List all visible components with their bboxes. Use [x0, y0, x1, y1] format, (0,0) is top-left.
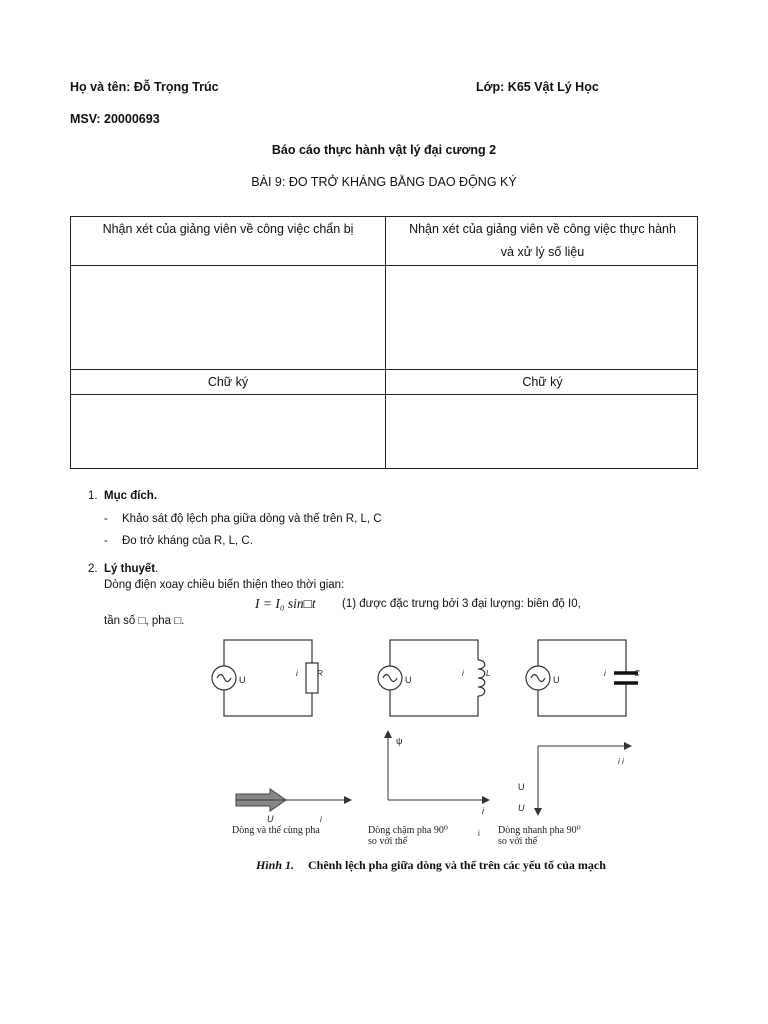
- section2-line1: Dòng điện xoay chiều biến thiên theo thời gian:: [104, 579, 345, 591]
- arrowhead-icon: [384, 730, 392, 738]
- section1-item-1: Khảo sát độ lệch pha giữa dòng và thế trên R, L, C: [122, 513, 382, 525]
- circuit-capacitor: [526, 640, 638, 716]
- circuit-l-current-label: i: [462, 669, 464, 678]
- arrowhead-icon: [344, 796, 352, 804]
- inductor-label: L: [486, 669, 491, 678]
- arrowhead-icon: [482, 796, 490, 804]
- section2-line3: tần số □, pha □.: [104, 615, 185, 627]
- phasor-lead-i-label: i i: [618, 757, 624, 766]
- phasor-lag-psi-label: ψ: [396, 736, 403, 746]
- class-name: Lớp: K65 Vật Lý Học: [476, 80, 599, 94]
- col2-header-line2: và xử lý số liệu: [500, 245, 585, 259]
- circuit-r-current-label: i: [296, 669, 298, 678]
- report-title: Báo cáo thực hành vật lý đại cương 2: [271, 143, 497, 157]
- figure-caption-prefix: Hình 1.: [256, 858, 295, 872]
- circuit-c-source-label: U: [553, 675, 560, 685]
- phasor-lead-u-label-1: U: [518, 782, 525, 792]
- lesson-title: BÀI 9: ĐO TRỞ KHÁNG BẰNG DAO ĐỘNG KÝ: [251, 175, 517, 189]
- circuit-r-source-label: U: [239, 675, 246, 685]
- arrowhead-icon: [624, 742, 632, 750]
- circuit-r-loop: [224, 640, 312, 716]
- signature-label-1: Chữ ký: [207, 375, 249, 389]
- resistor-icon: [306, 663, 318, 693]
- phasor-same-u-label: U: [267, 814, 274, 824]
- caption-lagging-line2: so với thế: [368, 836, 408, 847]
- section1-item-2: Đo trở kháng của R, L, C.: [122, 535, 253, 547]
- phasor-lag-i-label: i: [482, 806, 484, 816]
- resistor-label: R: [317, 669, 323, 678]
- circuit-resistor: [212, 640, 318, 716]
- circuit-c-current-label: i: [604, 669, 606, 678]
- circuit-inductor: [378, 640, 485, 716]
- section2-heading: [104, 563, 158, 575]
- phase-figure: [200, 628, 650, 876]
- caption-leading-line1: Dòng nhanh pha 90⁰: [498, 825, 581, 836]
- figure-caption: Chênh lệch pha giữa dòng và thế trên các yếu tố của mạch: [308, 858, 606, 872]
- table-divider-header: [71, 265, 697, 266]
- evaluation-table: [70, 216, 698, 469]
- signature-label-2: Chữ ký: [522, 375, 563, 389]
- arrowhead-icon: [534, 808, 542, 816]
- section1-title: Mục đích.: [104, 490, 158, 502]
- bullet-dash: -: [104, 535, 108, 547]
- section2-title: Lý thuyết: [104, 563, 156, 575]
- section2-number: 2.: [88, 563, 98, 575]
- capacitor-label: C: [634, 669, 640, 678]
- student-id: MSV: 20000693: [70, 112, 160, 126]
- phasor-same-i-label: i: [320, 815, 322, 824]
- phasor-leading: [538, 746, 626, 810]
- stray-i-label: i: [478, 829, 480, 838]
- formula: I = I₀ sin□t: [255, 596, 316, 611]
- caption-leading-line2: so với thế: [498, 836, 538, 847]
- phasor-same-phase: [236, 789, 352, 811]
- circuit-l-source-label: U: [405, 675, 412, 685]
- col2-header-line1: Nhận xét của giảng viên về công việc thực hành: [409, 222, 676, 236]
- section2-title-suffix: .: [155, 563, 159, 575]
- circuit-c-loop: [538, 640, 626, 716]
- phasor-lead-u-label-2: U: [518, 803, 525, 813]
- section1-number: 1.: [88, 490, 98, 502]
- student-name: Họ và tên: Đỗ Trọng Trúc: [70, 80, 219, 94]
- col1-header: Nhận xét của giảng viên về công việc chẩn bị: [102, 222, 354, 236]
- caption-same-phase: Dòng và thế cùng pha: [232, 825, 320, 836]
- formula-description: (1) được đặc trưng bởi 3 đại lượng: biên độ I0,: [342, 598, 581, 610]
- caption-lagging-line1: Dòng chậm pha 90⁰: [368, 825, 448, 836]
- table-divider-bottom: [71, 394, 697, 395]
- circuit-l-loop: [390, 640, 478, 716]
- bullet-dash: -: [104, 513, 108, 525]
